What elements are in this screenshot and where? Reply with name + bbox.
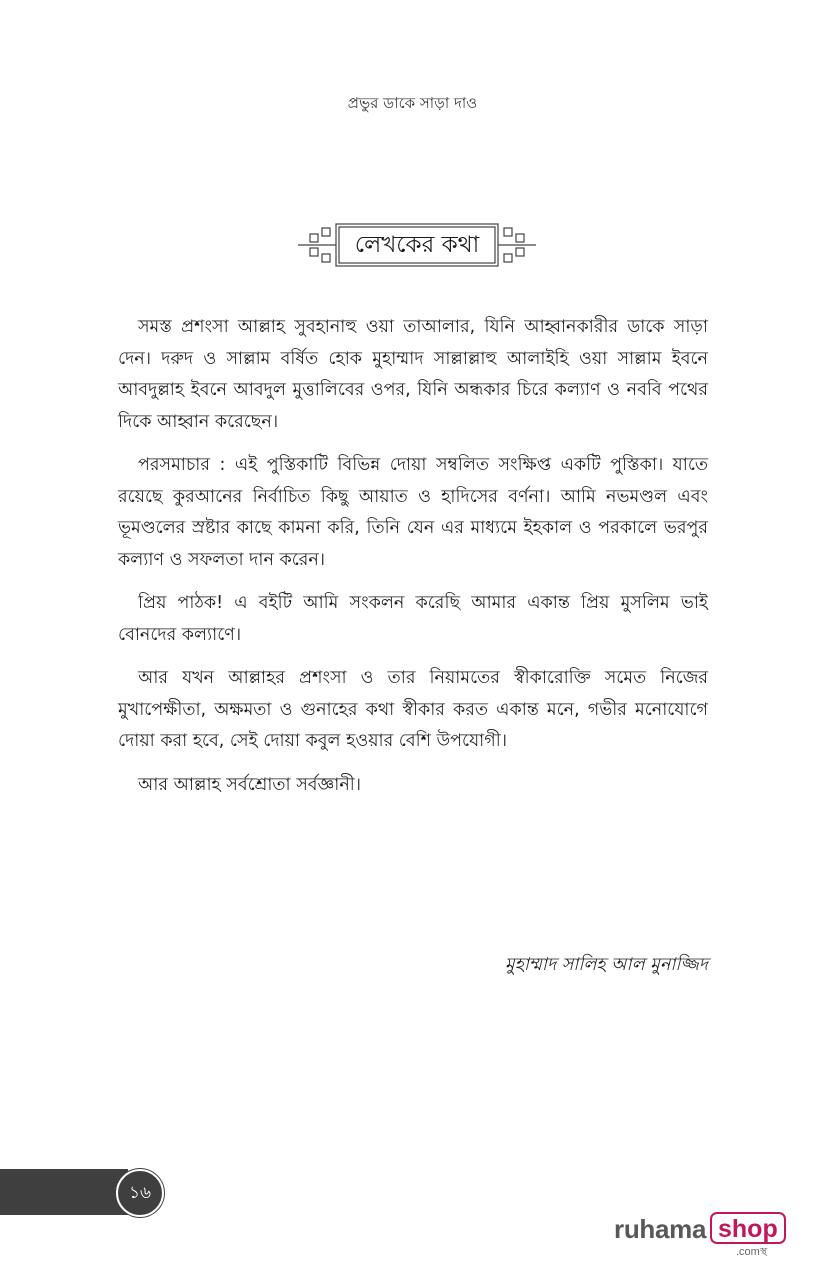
brand-shop-badge: shop [710,1212,786,1244]
paragraph: সমস্ত প্রশংসা আল্লাহ সুবহানাহু ওয়া তাআলার, যিনি আহ্বানকারীর ডাকে সাড়া দেন। দরুদ ও সাল্লাম বর্ষিত হোক মুহাম্মাদ সাল্লাল্লাহু আলাইহি ওয়া সাল্লাম ইবনে আবদুল্লাহ ইবনে আবদুল মুত্তালিবের ওপর, যিনি অন্ধকার চিরে কল্যাণ ও নববি পথের দিকে আহ্বান করেছেন। [118,317,708,432]
paragraph: আর যখন আল্লাহর প্রশংসা ও তার নিয়ামতের স্বীকারোক্তি সমেত নিজের মুখাপেক্ষীতা, অক্ষমতা ও গুনাহের কথা স্বীকার করত একান্ত মনে, গভীর মনোযোগে দোয়া করা হবে, সেই দোয়া কবুল হওয়ার বেশি উপযোগী। [118,668,708,751]
section-title-frame [298,222,536,268]
paragraph: পরসমাচার : এই পুস্তিকাটি বিভিন্ন দোয়া সম্বলিত সংক্ষিপ্ত একটি পুস্তিকা। যাতে রয়েছে কুরআনের নির্বাচিত কিছু আয়াত ও হাদিসের বর্ণনা। আমি নভমণ্ডল এবং ভূমণ্ডলের স্রষ্টার কাছে কামনা করি, তিনি যেন এর মাধ্যমে ইহকাল ও পরকালে ভরপুর কল্যাণ ও সফলতা দান করেন। [118,455,708,570]
footer-band [0,1169,128,1215]
brand-name: ruhama [614,1214,707,1244]
brand-logo [614,1212,784,1260]
paragraph: প্রিয় পাঠক! এ বইটি আমি সংকলন করেছি আমার একান্ত প্রিয় মুসলিম ভাই বোনদের কল্যাণে। [118,593,708,645]
paragraph: আর আল্লাহ সর্বশ্রোতা সর্বজ্ঞানী। [138,774,362,795]
author-signature: মুহাম্মাদ সালিহ আল মুনাজ্জিদ [504,955,708,975]
running-header: প্রভুর ডাকে সাড়া দাও [347,94,478,112]
page-number-badge: ১৬ [116,1169,164,1217]
body-text [118,312,708,813]
section-title: লেখকের কথা [354,232,480,258]
brand-domain: .comস্থ [736,1246,768,1258]
